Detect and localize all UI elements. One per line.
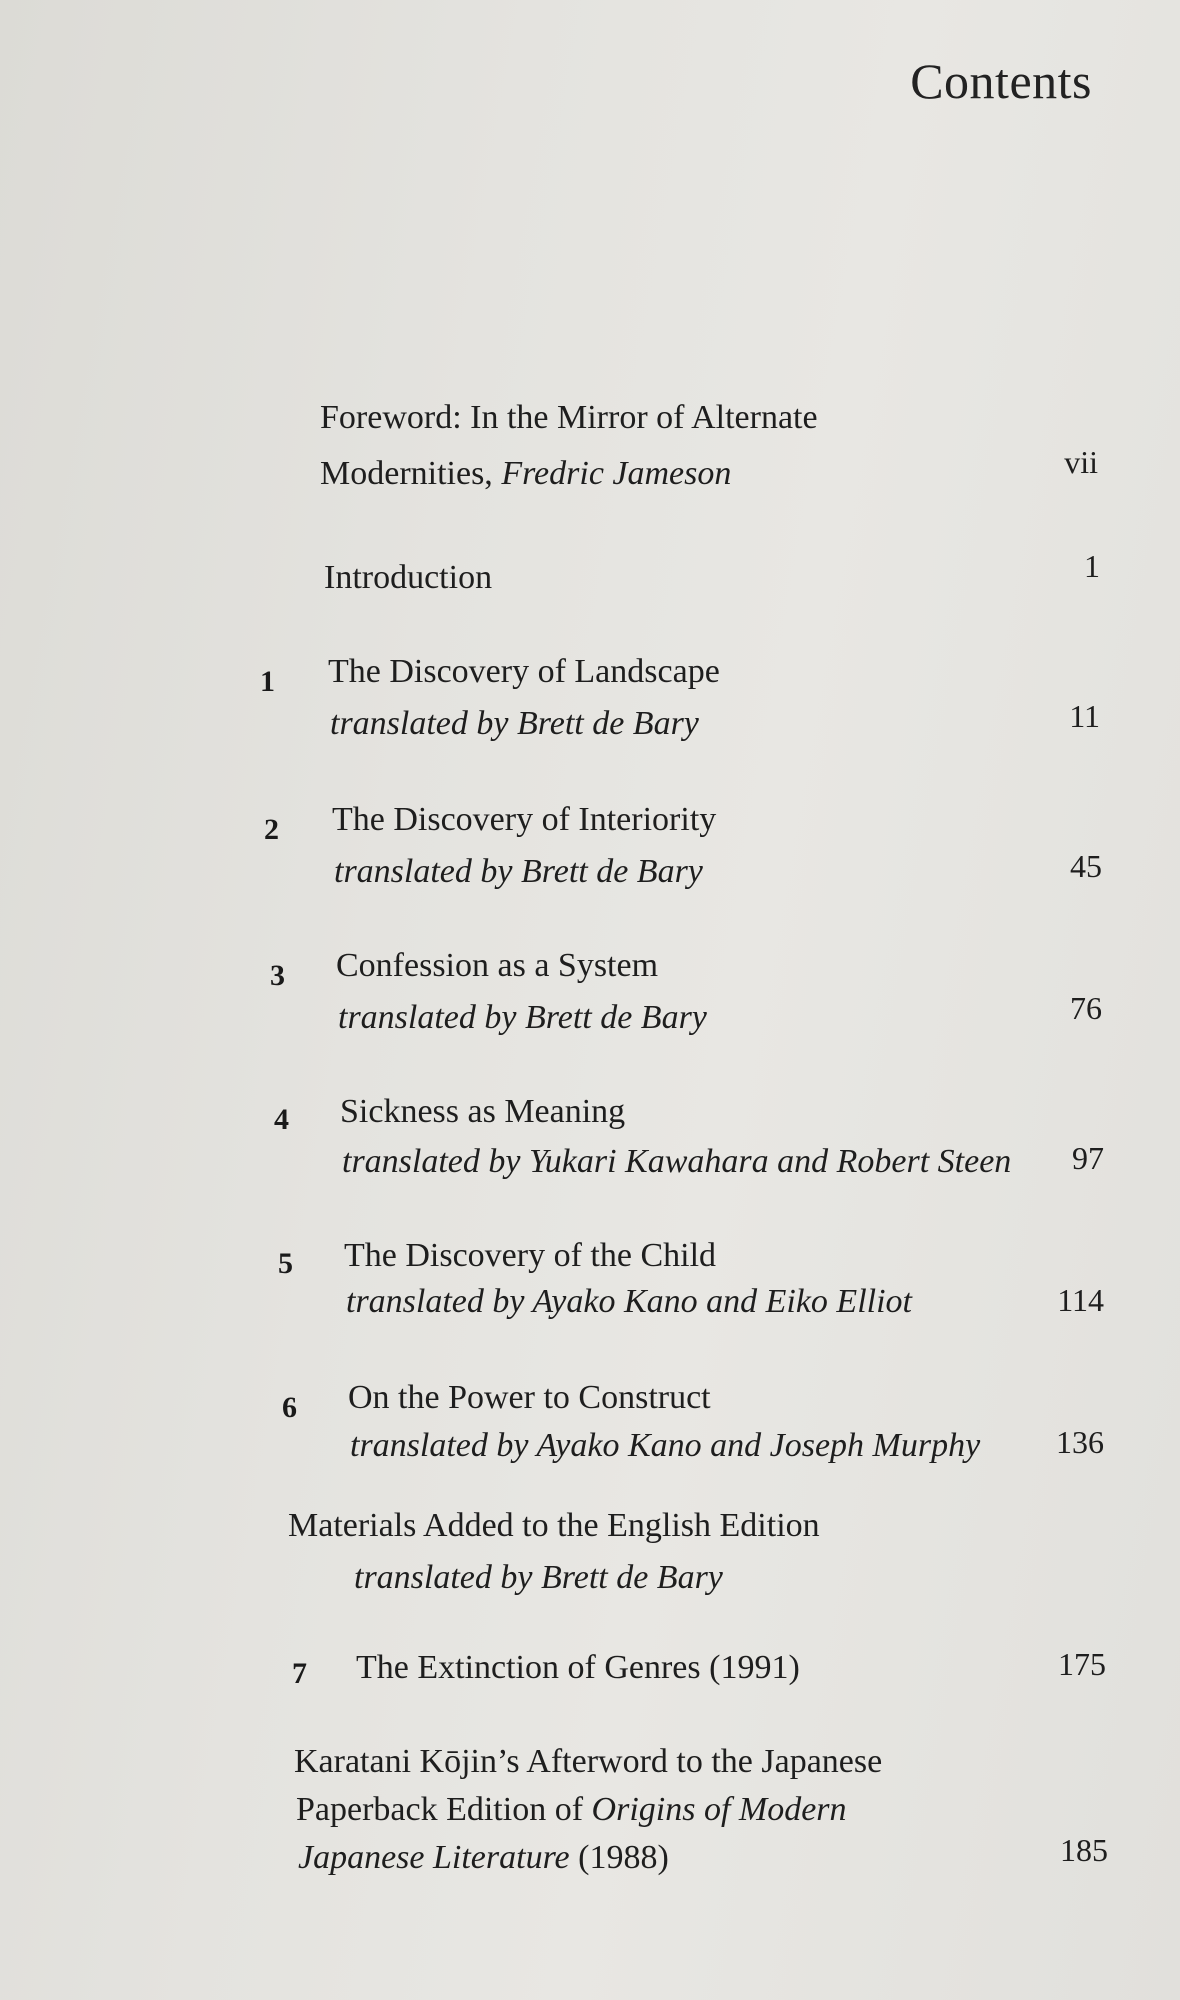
entry-page-number: 97 bbox=[1072, 1140, 1104, 1176]
entry-author: Fredric Jameson bbox=[501, 455, 732, 492]
entry-title-line2 bbox=[320, 454, 731, 494]
entry-title: Sickness as Meaning bbox=[340, 1093, 626, 1130]
entry-page-number: 1 bbox=[1084, 548, 1100, 584]
entry-translator: translated by Yukari Kawahara and Robert Steen bbox=[342, 1143, 1012, 1180]
entry-title: The Discovery of the Child bbox=[344, 1237, 717, 1274]
entry-page-number: 185 bbox=[1060, 1832, 1108, 1868]
entry-translator: translated by Brett de Bary bbox=[330, 705, 699, 742]
entry-title-prefix: Paperback Edition of bbox=[296, 1791, 592, 1828]
entry-title: The Discovery of Interiority bbox=[332, 801, 717, 838]
entry-translator: translated by Brett de Bary bbox=[354, 1559, 723, 1596]
entry-title-suffix: (1988) bbox=[569, 1839, 669, 1876]
entry-page-number: 175 bbox=[1058, 1646, 1106, 1682]
entry-page-number: 136 bbox=[1056, 1424, 1104, 1460]
entry-title: The Discovery of Landscape bbox=[328, 653, 720, 690]
entry-page-number: 11 bbox=[1069, 698, 1100, 734]
entry-page-number: 114 bbox=[1057, 1282, 1104, 1318]
entry-page-number: 76 bbox=[1070, 990, 1102, 1026]
entry-title-italic: Japanese Literature bbox=[298, 1839, 570, 1876]
chapter-number: 3 bbox=[270, 959, 285, 992]
chapter-number: 7 bbox=[292, 1657, 307, 1690]
chapter-number: 5 bbox=[278, 1247, 293, 1280]
entry-title-italic: Origins of Modern bbox=[591, 1791, 847, 1828]
entry-title-prefix: Modernities, bbox=[320, 455, 493, 492]
entry-title-line1: Foreword: In the Mirror of Alternate bbox=[320, 399, 818, 436]
entry-title: Introduction bbox=[324, 559, 493, 596]
chapter-number: 1 bbox=[260, 665, 275, 698]
page-title: Contents bbox=[910, 53, 1092, 109]
entry-page-number: vii bbox=[1064, 444, 1098, 480]
entry-page-number: 45 bbox=[1070, 848, 1102, 884]
entry-translator: translated by Ayako Kano and Eiko Elliot bbox=[346, 1283, 912, 1320]
entry-translator: translated by Brett de Bary bbox=[338, 999, 707, 1036]
entry-title: The Extinction of Genres (1991) bbox=[356, 1649, 800, 1686]
entry-title-line1: Karatani Kōjin’s Afterword to the Japanese bbox=[294, 1743, 883, 1780]
entry-title: Confession as a System bbox=[336, 947, 659, 984]
entry-translator: translated by Ayako Kano and Joseph Murphy bbox=[350, 1427, 981, 1464]
entry-title: On the Power to Construct bbox=[348, 1379, 711, 1416]
chapter-number: 4 bbox=[274, 1103, 289, 1136]
chapter-number: 6 bbox=[282, 1391, 297, 1424]
entry-title-line2 bbox=[296, 1790, 847, 1830]
entry-translator: translated by Brett de Bary bbox=[334, 853, 703, 890]
chapter-number: 2 bbox=[264, 813, 279, 846]
entry-title: Materials Added to the English Edition bbox=[288, 1507, 820, 1544]
entry-title-line3 bbox=[298, 1838, 669, 1878]
